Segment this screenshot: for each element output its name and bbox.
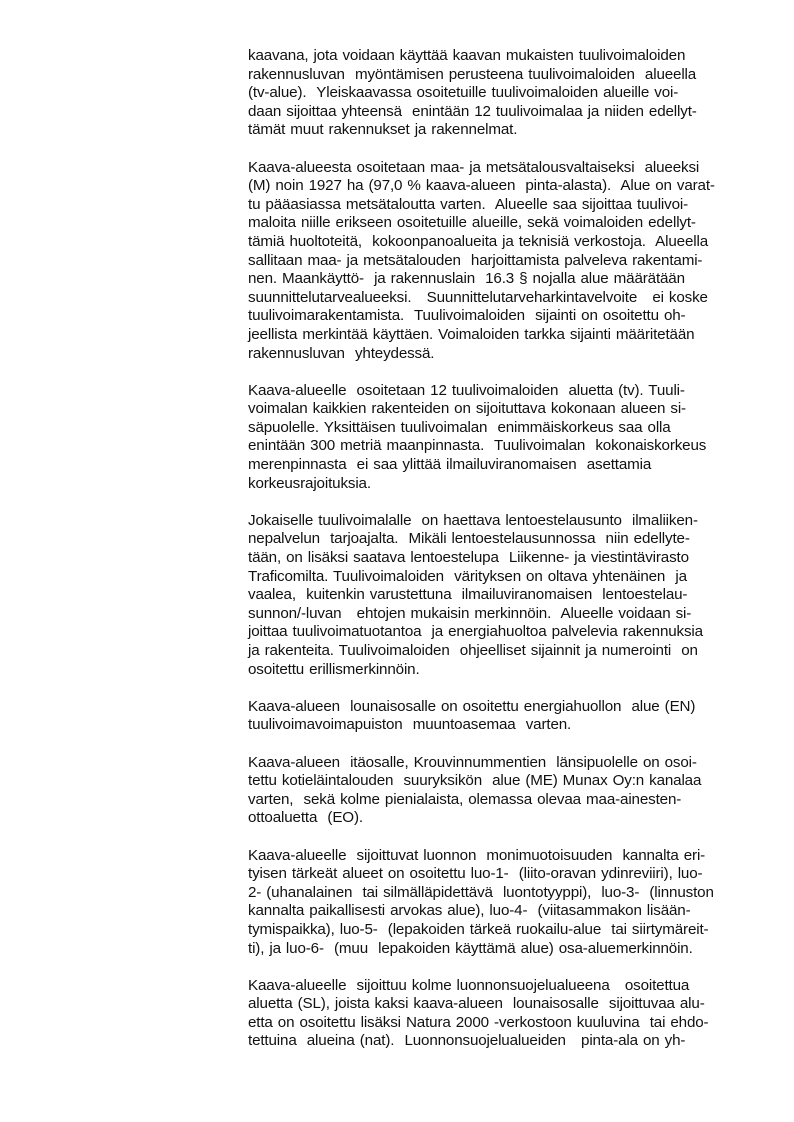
text-line: aluetta (SL), joista kaksi kaava-alueen lounaisosalle sijoittuvaa alu-	[248, 995, 705, 1013]
text-line: Kaava-alueelle sijoittuu kolme luonnonsuojelualueena osoitettua	[248, 976, 690, 994]
text-line: nepalvelun tarjoajalta. Mikäli lentoestelausunnossa niin edellyte-	[248, 530, 690, 548]
text-line: tämät muut rakennukset ja rakennelmat.	[248, 121, 518, 139]
text-line: enintään 300 metriä maanpinnasta. Tuulivoimalan kokonaiskorkeus	[248, 437, 707, 455]
text-line: Traficomilta. Tuulivoimaloiden värityksen on oltava yhtenäinen ja	[248, 567, 687, 585]
text-line: 2- (uhanalainen tai silmälläpidettävä luontotyyppi), luo-3- (linnuston	[248, 883, 714, 901]
text-line: tymispaikka), luo-5- (lepakoiden tärkeä ruokailu-alue tai siirtymäreit-	[248, 920, 709, 938]
text-line: jeellista merkintää käyttäen. Voimaloiden tarkka sijainti määritetään	[248, 325, 695, 343]
text-line: (M) noin 1927 ha (97,0 % kaava-alueen pinta-alasta). Alue on varat-	[248, 177, 715, 195]
paragraph-forestry-area	[248, 159, 738, 364]
text-line: ottoaluetta (EO).	[248, 809, 363, 827]
text-line: tuulivoimarakentamista. Tuulivoimaloiden sijainti on osoitettu oh-	[248, 307, 686, 325]
document-page	[248, 47, 738, 1070]
text-line: Kaava-alueelle sijoittuvat luonnon monimuotoisuuden kannalta eri-	[248, 846, 706, 864]
text-line: (tv-alue). Yleiskaavassa osoitetuille tuulivoimaloiden alueille voi-	[248, 84, 679, 102]
text-line: Kaava-alueelle osoitetaan 12 tuulivoimaloiden aluetta (tv). Tuuli-	[248, 381, 685, 399]
paragraph-wind-power-areas-intro	[248, 47, 738, 140]
text-line: tyisen tärkeät alueet on osoitettu luo-1- (liito-oravan ydinreviiri), luo-	[248, 865, 703, 883]
text-line: korkeusrajoituksia.	[248, 474, 371, 492]
text-line: tuulivoimavoimapuiston muuntoasemaa varten.	[248, 716, 572, 734]
text-line: osoitettu erillismerkinnöin.	[248, 660, 420, 678]
paragraph-energy-supply-area	[248, 698, 738, 735]
text-line: voimalan kaikkien rakenteiden on sijoituttava kokonaan alueen si-	[248, 400, 686, 418]
text-line: joittaa tuulivoimatuotantoa ja energiahuoltoa palvelevia rakennuksia	[248, 623, 703, 641]
text-line: ti), ja luo-6- (muu lepakoiden käyttämä alue) osa-aluemerkinnöin.	[248, 939, 693, 957]
text-line: rakennusluvan yhteydessä.	[248, 344, 435, 362]
text-line: etta on osoitettu lisäksi Natura 2000 -verkostoon kuuluvina tai ehdo-	[248, 1013, 709, 1031]
text-line: sunnon/-luvan ehtojen mukaisin merkinnöin. Alueelle voidaan si-	[248, 604, 692, 622]
text-line: tu pääasiassa metsätaloutta varten. Alueelle saa sijoittaa tuulivoi-	[248, 195, 689, 213]
text-line: vaalea, kuitenkin varustettuna ilmailuviranomaisen lentoestelau-	[248, 586, 688, 604]
text-line: Jokaiselle tuulivoimalalle on haettava lentoestelausunto ilmaliiken-	[248, 511, 698, 529]
text-line: Kaava-alueen lounaisosalle on osoitettu energiahuollon alue (EN)	[248, 697, 696, 715]
text-line: maloita niille erikseen osoitetuille alueille, sekä voimaloiden edellyt-	[248, 214, 696, 232]
text-line: nen. Maankäyttö- ja rakennuslain 16.3 § nojalla alue määrätään	[248, 270, 685, 288]
text-line: tettuina alueina (nat). Luonnonsuojelualueiden pinta-ala on yh-	[248, 1032, 686, 1050]
text-line: säpuolelle. Yksittäisen tuulivoimalan enimmäiskorkeus saa olla	[248, 418, 671, 436]
text-line: tään, on lisäksi saatava lentoestelupa Liikenne- ja viestintävirasto	[248, 549, 689, 567]
paragraph-biodiversity-areas	[248, 847, 738, 959]
text-line: merenpinnasta ei saa ylittää ilmailuviranomaisen asettamia	[248, 456, 652, 474]
text-line: Kaava-alueesta osoitetaan maa- ja metsätalousvaltaiseksi alueeksi	[248, 158, 700, 176]
text-line: kaavana, jota voidaan käyttää kaavan mukaisten tuulivoimaloiden	[248, 47, 686, 64]
text-line: varten, sekä kolme pienialaista, olemassa olevaa maa-ainesten-	[248, 790, 682, 808]
text-line: Kaava-alueen itäosalle, Krouvinnummentien länsipuolelle on osoi-	[248, 753, 697, 771]
text-line: suunnittelutarvealueeksi. Suunnittelutarveharkintavelvoite ei koske	[248, 288, 708, 306]
text-line: kannalta paikallisesti arvokas alue), luo-4- (viitasammakon lisään-	[248, 902, 691, 920]
text-line: ja rakenteita. Tuulivoimaloiden ohjeelliset sijainnit ja numerointi on	[248, 642, 698, 659]
paragraph-nature-conservation	[248, 977, 738, 1051]
text-line: rakennusluvan myöntämisen perusteena tuulivoimaloiden alueella	[248, 65, 697, 83]
text-line: tettu kotieläintalouden suuryksikön alue (ME) Munax Oy:n kanalaa	[248, 772, 702, 790]
paragraph-aviation-obstacle	[248, 512, 738, 679]
text-line: daan sijoittaa yhteensä enintään 12 tuulivoimalaa ja niiden edellyt-	[248, 102, 697, 120]
paragraph-livestock-area	[248, 754, 738, 828]
text-line: tämiä huoltoteitä, kokoonpanoalueita ja teknisiä verkostoja. Alueella	[248, 232, 709, 250]
paragraph-turbine-areas	[248, 382, 738, 494]
text-line: sallitaan maa- ja metsätalouden harjoittamista palveleva rakentami-	[248, 251, 703, 269]
